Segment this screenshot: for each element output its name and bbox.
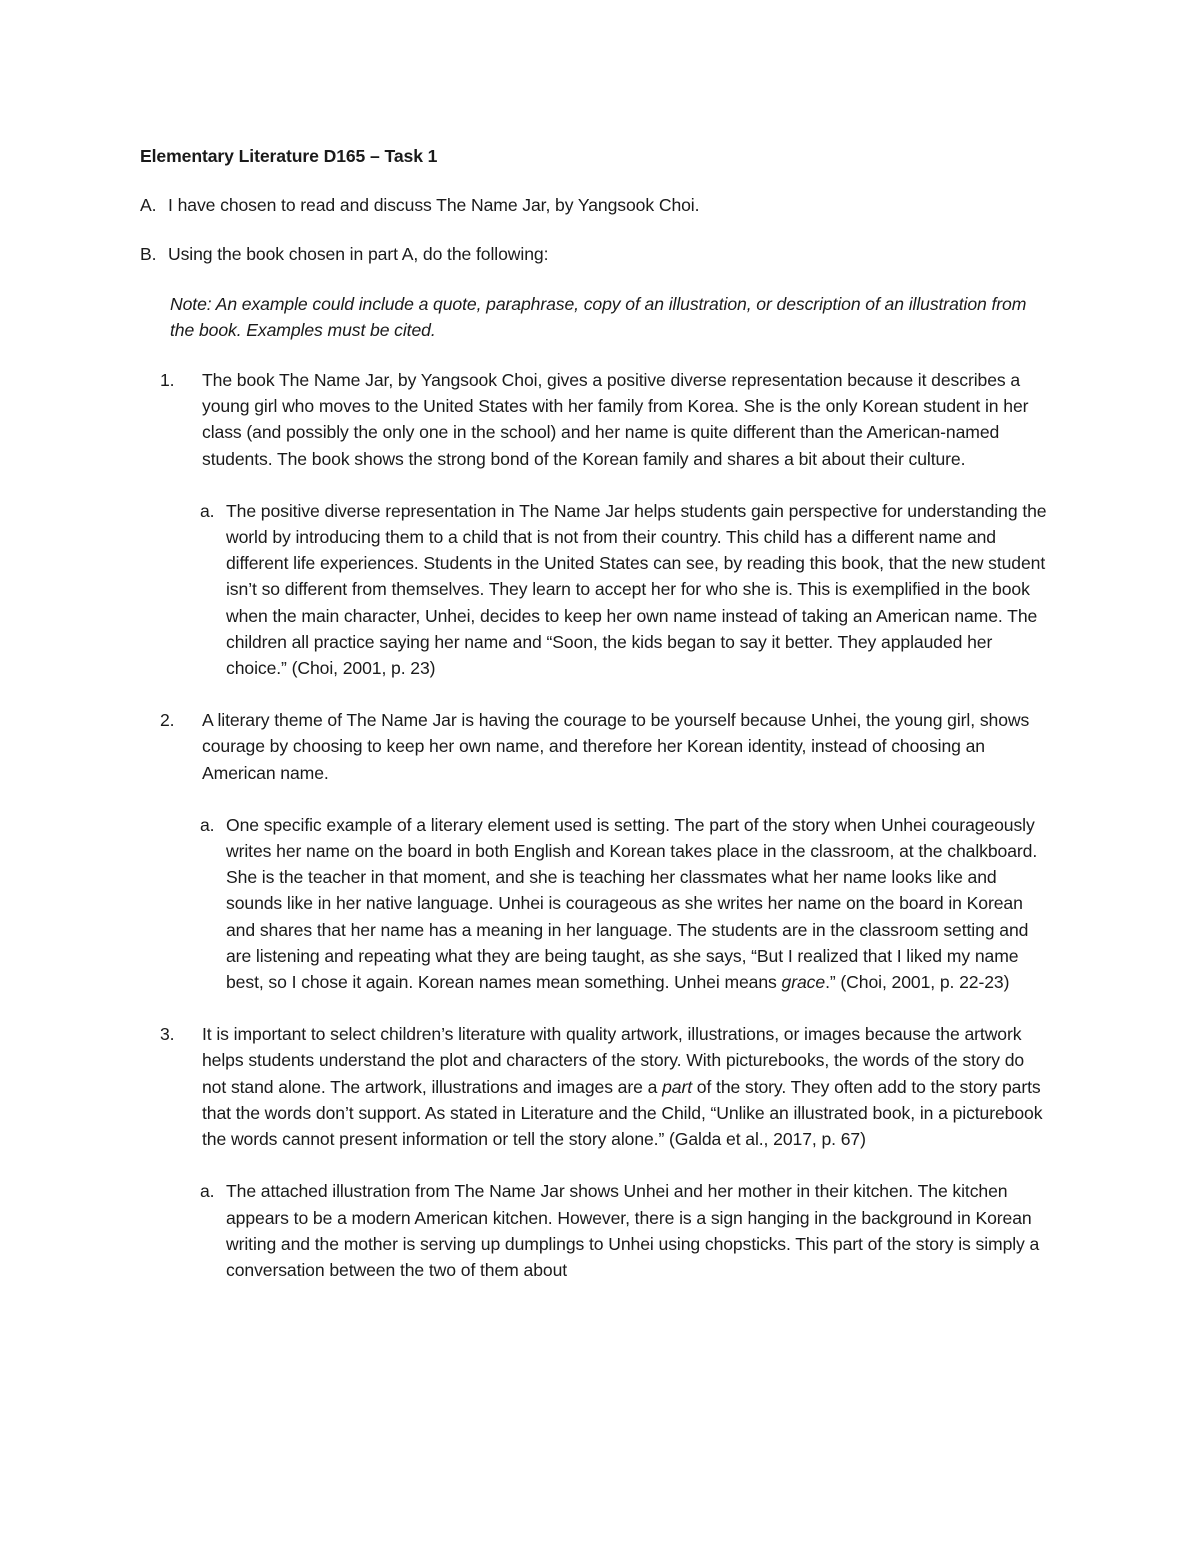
list-item-3a-text: The attached illustration from The Name Jar shows Unhei and her mother in their kitchen. The kitchen appears to be a modern American kitchen. However, there is a sign hanging in the background in Korean writing and the mother is serving up dumplings to Unhei using chopsticks. This part of the story is simply a conversation between the two of them about <box>226 1181 1040 1280</box>
list-item-1-number: 1. <box>160 370 175 391</box>
list-item-3-emphasis: part <box>662 1076 692 1097</box>
list-item-3-text-main: It is important to select children’s literature with quality artwork, illustrations, or images because the artwork helps students understand the plot and characters of the story. With picturebooks, the words of the story do not stand alone. The artwork, illustrations and images are a <box>202 1024 1025 1097</box>
part-b-label: B. <box>140 244 157 265</box>
list-item-3-text <box>202 1021 1052 1152</box>
list-item-3-number: 3. <box>160 1024 175 1045</box>
list-item-3-text-end: of the story. They often add to the story parts that the words don’t support. As stated in Literature and the Child, “Unlike an illustrated book, in a picturebook the words cannot present information or tell the story alone.” (Galda et al., 2017, p. 67) <box>202 1076 1043 1150</box>
list-item-1a-label: a. <box>200 500 215 521</box>
list-item-2 <box>160 707 1052 786</box>
list-item-1a <box>200 498 1056 681</box>
list-item-2-number: 2. <box>160 710 175 731</box>
list-item-1a-text: The positive diverse representation in The Name Jar helps students gain perspective for understanding the world by introducing them to a child that is not from their country. This child has a different name and different life experiences. Students in the United States can see, by reading this book, that the new student isn’t so different from themselves. They learn to accept her for who she is. This is exemplified in the book when the main character, Unhei, decides to keep her own name instead of taking an American name. The children all practice saying her name and “Soon, the kids began to say it better. They applauded her choice.” (Choi, 2001, p. 23) <box>226 500 1047 679</box>
list-item-2a <box>200 812 1056 995</box>
part-a <box>140 192 1070 218</box>
list-item-2-text: A literary theme of The Name Jar is having the courage to be yourself because Unhei, the young girl, shows courage by choosing to keep her own name, and therefore her Korean identity, instead of choosing an American name. <box>202 710 1030 783</box>
list-item-2a-emphasis: grace <box>781 972 826 993</box>
document-body <box>140 143 1070 1283</box>
list-item-3 <box>160 1021 1052 1152</box>
instruction-note: Note: An example could include a quote, paraphrase, copy of an illustration, or description of an illustration from the book. Examples must be cited. <box>170 293 1027 340</box>
list-item-3a <box>200 1178 1056 1283</box>
list-item-2a-citation: .” (Choi, 2001, p. 22-23) <box>825 972 1010 993</box>
part-a-label: A. <box>140 195 157 216</box>
part-a-text: I have chosen to read and discuss The Name Jar, by Yangsook Choi. <box>168 195 700 216</box>
list-item-2a-text-main: One specific example of a literary element used is setting. The part of the story when Unhei courageously writes her name on the board in both English and Korean takes place in the classroom, at the chalkboard. She is the teacher in that moment, and she is teaching her classmates what her name looks like and sounds like in her native language. Unhei is courageous as she writes her name on the board in Korean and shares that her name has a meaning in her language. The students are in the classroom setting and are listening and repeating what they are being taught, as she says, “But I realized that I liked my name best, so I chose it again. Korean names mean something. Unhei means <box>226 814 1038 993</box>
list-item-2a-label: a. <box>200 814 215 835</box>
list-item-1-text: The book The Name Jar, by Yangsook Choi, gives a positive diverse representation because it describes a young girl who moves to the United States with her family from Korea. She is the only Korean student in her class (and possibly the only one in the school) and her name is quite different than the American-named students. The book shows the strong bond of the Korean family and shares a bit about their culture. <box>202 370 1029 469</box>
part-b <box>140 241 1070 267</box>
part-b-text: Using the book chosen in part A, do the following: <box>168 244 549 265</box>
list-item-2a-text <box>226 812 1056 995</box>
list-item-1 <box>160 367 1052 472</box>
list-item-3a-label: a. <box>200 1181 215 1202</box>
document-title: Elementary Literature D165 – Task 1 <box>140 146 438 166</box>
